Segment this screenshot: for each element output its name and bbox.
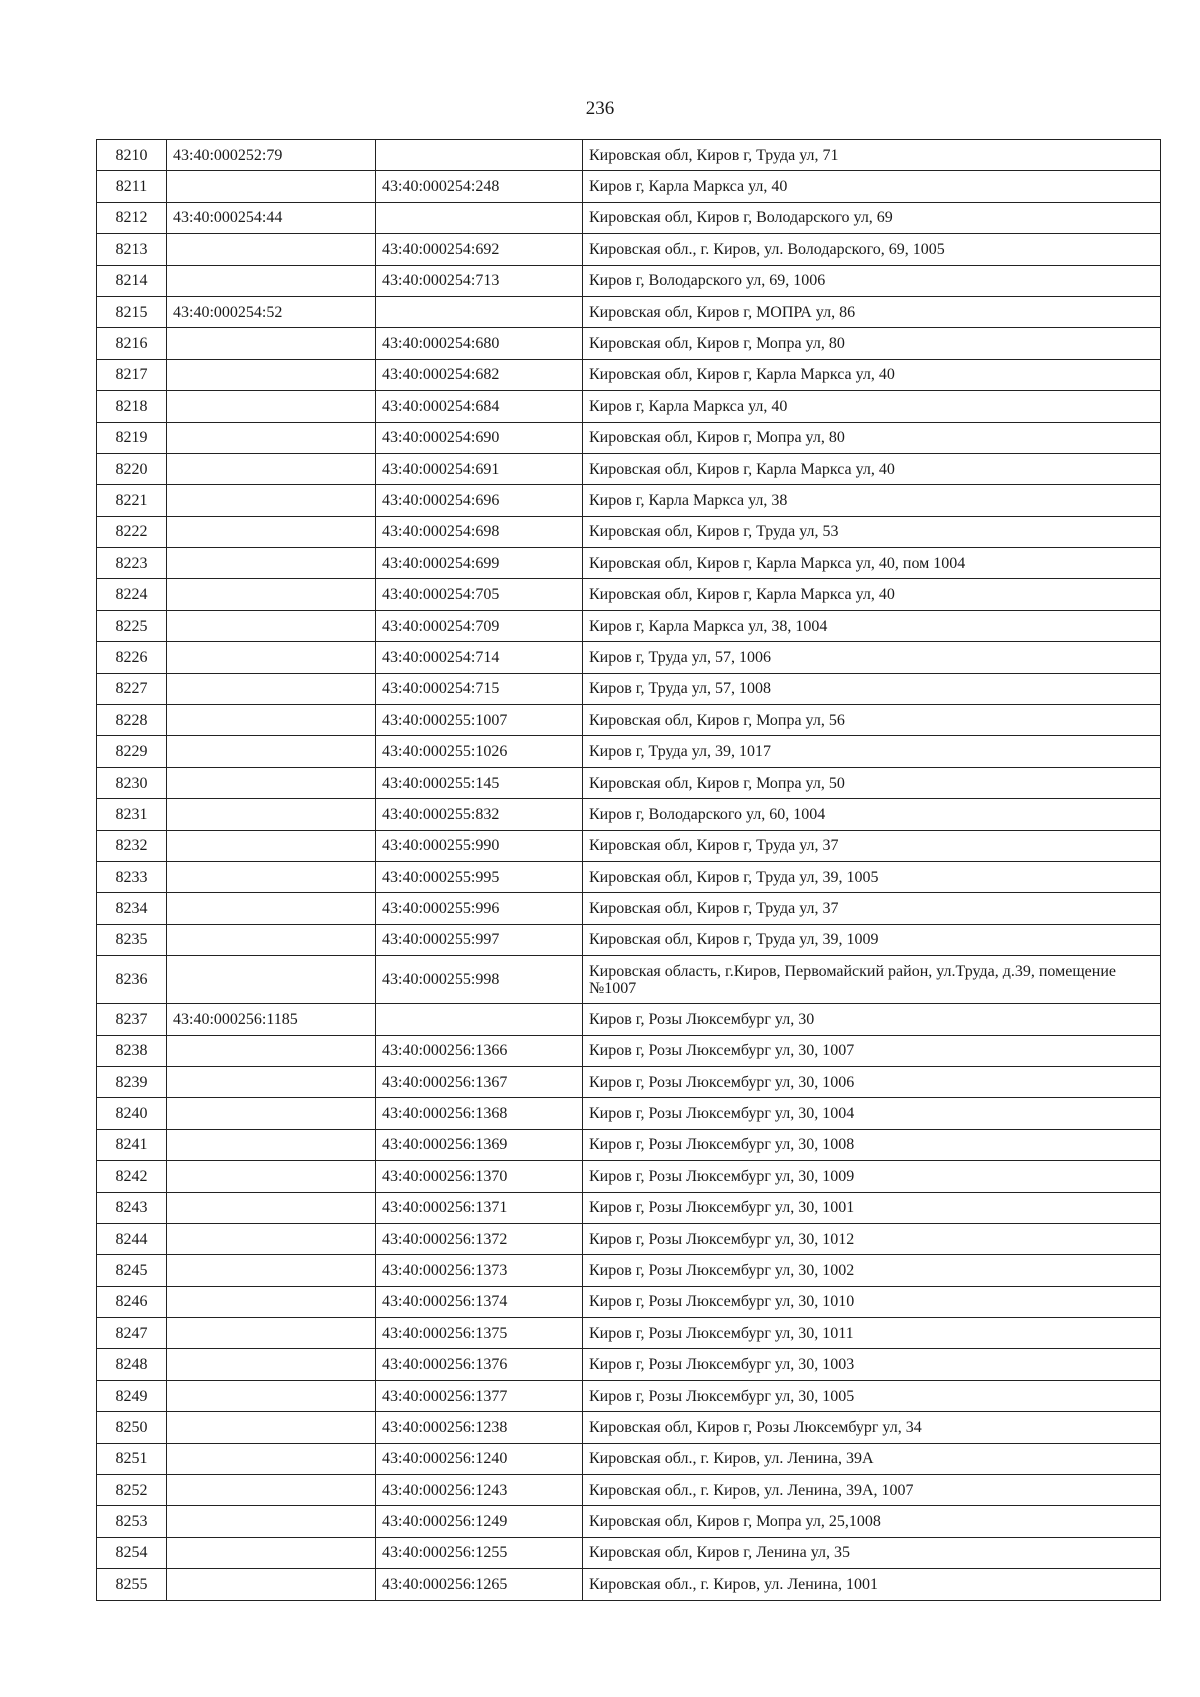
row-number-cell: 8213 bbox=[97, 234, 167, 265]
object-cadastral-number-cell: 43:40:000256:1377 bbox=[376, 1380, 583, 1411]
address-cell: Кировская обл, Киров г, Мопра ул, 50 bbox=[583, 767, 1161, 798]
address-cell: Кировская обл, Киров г, Карла Маркса ул, 40, пом 1004 bbox=[583, 548, 1161, 579]
cadastral-number-cell: 43:40:000254:44 bbox=[167, 202, 376, 233]
table-row bbox=[97, 359, 1161, 390]
address-cell: Киров г, Розы Люксембург ул, 30, 1010 bbox=[583, 1286, 1161, 1317]
address-cell: Киров г, Розы Люксембург ул, 30, 1012 bbox=[583, 1223, 1161, 1254]
object-cadastral-number-cell: 43:40:000256:1369 bbox=[376, 1129, 583, 1160]
table-row bbox=[97, 1569, 1161, 1600]
cadastral-number-cell bbox=[167, 171, 376, 202]
address-cell: Киров г, Карла Маркса ул, 40 bbox=[583, 171, 1161, 202]
object-cadastral-number-cell: 43:40:000254:691 bbox=[376, 453, 583, 484]
table-row bbox=[97, 1537, 1161, 1568]
row-number-cell: 8238 bbox=[97, 1035, 167, 1066]
object-cadastral-number-cell: 43:40:000254:714 bbox=[376, 642, 583, 673]
address-cell: Кировская обл, Киров г, Розы Люксембург ул, 34 bbox=[583, 1412, 1161, 1443]
address-cell: Кировская обл, Киров г, Труда ул, 37 bbox=[583, 830, 1161, 861]
object-cadastral-number-cell: 43:40:000255:995 bbox=[376, 861, 583, 892]
address-cell: Кировская обл., г. Киров, ул. Володарского, 69, 1005 bbox=[583, 234, 1161, 265]
table-row bbox=[97, 579, 1161, 610]
cadastral-number-cell bbox=[167, 1506, 376, 1537]
row-number-cell: 8219 bbox=[97, 422, 167, 453]
row-number-cell: 8232 bbox=[97, 830, 167, 861]
table-row bbox=[97, 610, 1161, 641]
table-row bbox=[97, 767, 1161, 798]
row-number-cell: 8217 bbox=[97, 359, 167, 390]
table-row bbox=[97, 1066, 1161, 1097]
address-cell: Киров г, Розы Люксембург ул, 30, 1009 bbox=[583, 1161, 1161, 1192]
table-row bbox=[97, 485, 1161, 516]
cadastral-number-cell bbox=[167, 705, 376, 736]
address-cell: Кировская обл, Киров г, Труда ул, 71 bbox=[583, 140, 1161, 171]
table-row bbox=[97, 642, 1161, 673]
cadastral-number-cell bbox=[167, 1318, 376, 1349]
address-cell: Киров г, Розы Люксембург ул, 30, 1006 bbox=[583, 1066, 1161, 1097]
table-row bbox=[97, 924, 1161, 955]
object-cadastral-number-cell: 43:40:000256:1375 bbox=[376, 1318, 583, 1349]
cadastral-number-cell bbox=[167, 1035, 376, 1066]
row-number-cell: 8240 bbox=[97, 1098, 167, 1129]
row-number-cell: 8251 bbox=[97, 1443, 167, 1474]
row-number-cell: 8247 bbox=[97, 1318, 167, 1349]
table-row bbox=[97, 1506, 1161, 1537]
object-cadastral-number-cell: 43:40:000255:997 bbox=[376, 924, 583, 955]
table-row bbox=[97, 705, 1161, 736]
row-number-cell: 8227 bbox=[97, 673, 167, 704]
row-number-cell: 8254 bbox=[97, 1537, 167, 1568]
table-row bbox=[97, 1098, 1161, 1129]
address-cell: Киров г, Труда ул, 39, 1017 bbox=[583, 736, 1161, 767]
address-cell: Кировская обл, Киров г, МОПРА ул, 86 bbox=[583, 296, 1161, 327]
object-cadastral-number-cell bbox=[376, 296, 583, 327]
address-cell: Кировская обл., г. Киров, ул. Ленина, 39А, 1007 bbox=[583, 1475, 1161, 1506]
cadastral-number-cell bbox=[167, 1286, 376, 1317]
object-cadastral-number-cell: 43:40:000256:1238 bbox=[376, 1412, 583, 1443]
object-cadastral-number-cell: 43:40:000256:1368 bbox=[376, 1098, 583, 1129]
cadastral-number-cell bbox=[167, 1223, 376, 1254]
cadastral-number-cell bbox=[167, 767, 376, 798]
cadastral-number-cell bbox=[167, 1255, 376, 1286]
object-cadastral-number-cell: 43:40:000254:682 bbox=[376, 359, 583, 390]
address-cell: Кировская обл, Киров г, Володарского ул, 69 bbox=[583, 202, 1161, 233]
row-number-cell: 8221 bbox=[97, 485, 167, 516]
cadastral-number-cell bbox=[167, 548, 376, 579]
table-row bbox=[97, 140, 1161, 171]
object-cadastral-number-cell: 43:40:000256:1371 bbox=[376, 1192, 583, 1223]
object-cadastral-number-cell: 43:40:000254:248 bbox=[376, 171, 583, 202]
table-row bbox=[97, 893, 1161, 924]
address-cell: Киров г, Розы Люксембург ул, 30, 1003 bbox=[583, 1349, 1161, 1380]
table-row bbox=[97, 799, 1161, 830]
object-cadastral-number-cell: 43:40:000256:1255 bbox=[376, 1537, 583, 1568]
row-number-cell: 8253 bbox=[97, 1506, 167, 1537]
row-number-cell: 8222 bbox=[97, 516, 167, 547]
object-cadastral-number-cell: 43:40:000256:1367 bbox=[376, 1066, 583, 1097]
page-number: 236 bbox=[585, 98, 615, 119]
table-row bbox=[97, 1380, 1161, 1411]
row-number-cell: 8218 bbox=[97, 391, 167, 422]
table-row bbox=[97, 1004, 1161, 1035]
cadastral-number-cell bbox=[167, 422, 376, 453]
table-row bbox=[97, 171, 1161, 202]
object-cadastral-number-cell: 43:40:000254:684 bbox=[376, 391, 583, 422]
address-cell: Кировская обл, Киров г, Труда ул, 39, 1009 bbox=[583, 924, 1161, 955]
address-cell: Кировская обл, Киров г, Мопра ул, 80 bbox=[583, 328, 1161, 359]
object-cadastral-number-cell bbox=[376, 140, 583, 171]
address-cell: Киров г, Карла Маркса ул, 40 bbox=[583, 391, 1161, 422]
table-row bbox=[97, 1475, 1161, 1506]
row-number-cell: 8245 bbox=[97, 1255, 167, 1286]
row-number-cell: 8212 bbox=[97, 202, 167, 233]
table-row bbox=[97, 1286, 1161, 1317]
object-cadastral-number-cell: 43:40:000256:1374 bbox=[376, 1286, 583, 1317]
object-cadastral-number-cell: 43:40:000256:1372 bbox=[376, 1223, 583, 1254]
cadastral-number-cell bbox=[167, 1475, 376, 1506]
row-number-cell: 8252 bbox=[97, 1475, 167, 1506]
cadastral-number-cell bbox=[167, 1349, 376, 1380]
address-cell: Кировская обл, Киров г, Карла Маркса ул, 40 bbox=[583, 579, 1161, 610]
cadastral-number-cell bbox=[167, 1098, 376, 1129]
registry-table bbox=[96, 139, 1161, 1601]
cadastral-number-cell bbox=[167, 799, 376, 830]
table-row bbox=[97, 830, 1161, 861]
row-number-cell: 8246 bbox=[97, 1286, 167, 1317]
object-cadastral-number-cell: 43:40:000254:713 bbox=[376, 265, 583, 296]
object-cadastral-number-cell: 43:40:000256:1265 bbox=[376, 1569, 583, 1600]
cadastral-number-cell bbox=[167, 610, 376, 641]
address-cell: Киров г, Карла Маркса ул, 38, 1004 bbox=[583, 610, 1161, 641]
cadastral-number-cell bbox=[167, 1569, 376, 1600]
row-number-cell: 8224 bbox=[97, 579, 167, 610]
row-number-cell: 8239 bbox=[97, 1066, 167, 1097]
cadastral-number-cell bbox=[167, 1066, 376, 1097]
table-row bbox=[97, 328, 1161, 359]
row-number-cell: 8234 bbox=[97, 893, 167, 924]
cadastral-number-cell bbox=[167, 673, 376, 704]
object-cadastral-number-cell: 43:40:000255:996 bbox=[376, 893, 583, 924]
row-number-cell: 8241 bbox=[97, 1129, 167, 1160]
object-cadastral-number-cell: 43:40:000256:1240 bbox=[376, 1443, 583, 1474]
table-row bbox=[97, 1192, 1161, 1223]
cadastral-number-cell bbox=[167, 391, 376, 422]
cadastral-number-cell bbox=[167, 1129, 376, 1160]
address-cell: Кировская обл., г. Киров, ул. Ленина, 1001 bbox=[583, 1569, 1161, 1600]
table-row bbox=[97, 736, 1161, 767]
cadastral-number-cell: 43:40:000256:1185 bbox=[167, 1004, 376, 1035]
address-cell: Киров г, Володарского ул, 60, 1004 bbox=[583, 799, 1161, 830]
object-cadastral-number-cell: 43:40:000256:1243 bbox=[376, 1475, 583, 1506]
address-cell: Киров г, Розы Люксембург ул, 30, 1008 bbox=[583, 1129, 1161, 1160]
table-row bbox=[97, 391, 1161, 422]
table-row bbox=[97, 516, 1161, 547]
object-cadastral-number-cell: 43:40:000254:698 bbox=[376, 516, 583, 547]
row-number-cell: 8249 bbox=[97, 1380, 167, 1411]
cadastral-number-cell bbox=[167, 359, 376, 390]
object-cadastral-number-cell: 43:40:000255:1007 bbox=[376, 705, 583, 736]
table-row bbox=[97, 1035, 1161, 1066]
cadastral-number-cell bbox=[167, 1192, 376, 1223]
cadastral-number-cell bbox=[167, 453, 376, 484]
table-row bbox=[97, 1443, 1161, 1474]
object-cadastral-number-cell: 43:40:000254:692 bbox=[376, 234, 583, 265]
row-number-cell: 8230 bbox=[97, 767, 167, 798]
object-cadastral-number-cell: 43:40:000254:699 bbox=[376, 548, 583, 579]
address-cell: Кировская обл, Киров г, Карла Маркса ул, 40 bbox=[583, 359, 1161, 390]
row-number-cell: 8244 bbox=[97, 1223, 167, 1254]
cadastral-number-cell bbox=[167, 736, 376, 767]
object-cadastral-number-cell: 43:40:000255:145 bbox=[376, 767, 583, 798]
address-cell: Киров г, Розы Люксембург ул, 30, 1007 bbox=[583, 1035, 1161, 1066]
cadastral-number-cell bbox=[167, 265, 376, 296]
table-row bbox=[97, 453, 1161, 484]
object-cadastral-number-cell: 43:40:000256:1376 bbox=[376, 1349, 583, 1380]
object-cadastral-number-cell: 43:40:000255:1026 bbox=[376, 736, 583, 767]
address-cell: Киров г, Розы Люксембург ул, 30, 1001 bbox=[583, 1192, 1161, 1223]
object-cadastral-number-cell: 43:40:000254:709 bbox=[376, 610, 583, 641]
row-number-cell: 8223 bbox=[97, 548, 167, 579]
row-number-cell: 8229 bbox=[97, 736, 167, 767]
cadastral-number-cell bbox=[167, 485, 376, 516]
table-row bbox=[97, 1349, 1161, 1380]
object-cadastral-number-cell: 43:40:000256:1366 bbox=[376, 1035, 583, 1066]
cadastral-number-cell bbox=[167, 579, 376, 610]
row-number-cell: 8255 bbox=[97, 1569, 167, 1600]
cadastral-number-cell bbox=[167, 1380, 376, 1411]
cadastral-number-cell bbox=[167, 1161, 376, 1192]
table-row bbox=[97, 1255, 1161, 1286]
table-row bbox=[97, 1129, 1161, 1160]
cadastral-number-cell bbox=[167, 830, 376, 861]
row-number-cell: 8216 bbox=[97, 328, 167, 359]
table-row bbox=[97, 422, 1161, 453]
cadastral-number-cell bbox=[167, 328, 376, 359]
table-row bbox=[97, 956, 1161, 1004]
address-cell: Киров г, Розы Люксембург ул, 30 bbox=[583, 1004, 1161, 1035]
table-row bbox=[97, 202, 1161, 233]
object-cadastral-number-cell: 43:40:000254:690 bbox=[376, 422, 583, 453]
object-cadastral-number-cell: 43:40:000254:715 bbox=[376, 673, 583, 704]
object-cadastral-number-cell: 43:40:000256:1249 bbox=[376, 1506, 583, 1537]
row-number-cell: 8228 bbox=[97, 705, 167, 736]
table-row bbox=[97, 548, 1161, 579]
row-number-cell: 8210 bbox=[97, 140, 167, 171]
object-cadastral-number-cell: 43:40:000256:1373 bbox=[376, 1255, 583, 1286]
address-cell: Киров г, Розы Люксембург ул, 30, 1011 bbox=[583, 1318, 1161, 1349]
cadastral-number-cell bbox=[167, 893, 376, 924]
row-number-cell: 8226 bbox=[97, 642, 167, 673]
address-cell: Кировская обл, Киров г, Мопра ул, 56 bbox=[583, 705, 1161, 736]
cadastral-number-cell bbox=[167, 861, 376, 892]
object-cadastral-number-cell: 43:40:000255:998 bbox=[376, 956, 583, 1004]
registry-table-body bbox=[97, 140, 1161, 1601]
row-number-cell: 8220 bbox=[97, 453, 167, 484]
row-number-cell: 8237 bbox=[97, 1004, 167, 1035]
address-cell: Кировская обл, Киров г, Ленина ул, 35 bbox=[583, 1537, 1161, 1568]
address-cell: Киров г, Труда ул, 57, 1008 bbox=[583, 673, 1161, 704]
address-cell: Киров г, Розы Люксембург ул, 30, 1002 bbox=[583, 1255, 1161, 1286]
table-row bbox=[97, 234, 1161, 265]
object-cadastral-number-cell bbox=[376, 202, 583, 233]
object-cadastral-number-cell: 43:40:000255:832 bbox=[376, 799, 583, 830]
row-number-cell: 8242 bbox=[97, 1161, 167, 1192]
address-cell: Кировская обл, Киров г, Мопра ул, 25,1008 bbox=[583, 1506, 1161, 1537]
table-row bbox=[97, 861, 1161, 892]
row-number-cell: 8235 bbox=[97, 924, 167, 955]
object-cadastral-number-cell: 43:40:000256:1370 bbox=[376, 1161, 583, 1192]
table-row bbox=[97, 1412, 1161, 1443]
table-row bbox=[97, 1161, 1161, 1192]
row-number-cell: 8225 bbox=[97, 610, 167, 641]
object-cadastral-number-cell: 43:40:000254:696 bbox=[376, 485, 583, 516]
cadastral-number-cell bbox=[167, 1412, 376, 1443]
object-cadastral-number-cell: 43:40:000255:990 bbox=[376, 830, 583, 861]
object-cadastral-number-cell bbox=[376, 1004, 583, 1035]
address-cell: Киров г, Розы Люксембург ул, 30, 1005 bbox=[583, 1380, 1161, 1411]
row-number-cell: 8250 bbox=[97, 1412, 167, 1443]
table-row bbox=[97, 1223, 1161, 1254]
address-cell: Киров г, Труда ул, 57, 1006 bbox=[583, 642, 1161, 673]
row-number-cell: 8211 bbox=[97, 171, 167, 202]
address-cell: Кировская обл, Киров г, Карла Маркса ул, 40 bbox=[583, 453, 1161, 484]
address-cell: Кировская обл, Киров г, Труда ул, 39, 1005 bbox=[583, 861, 1161, 892]
row-number-cell: 8214 bbox=[97, 265, 167, 296]
address-cell: Киров г, Карла Маркса ул, 38 bbox=[583, 485, 1161, 516]
cadastral-number-cell bbox=[167, 642, 376, 673]
address-cell: Кировская обл., г. Киров, ул. Ленина, 39А bbox=[583, 1443, 1161, 1474]
cadastral-number-cell: 43:40:000254:52 bbox=[167, 296, 376, 327]
row-number-cell: 8215 bbox=[97, 296, 167, 327]
address-cell: Кировская область, г.Киров, Первомайский район, ул.Труда, д.39, помещение №1007 bbox=[583, 956, 1161, 1004]
row-number-cell: 8248 bbox=[97, 1349, 167, 1380]
object-cadastral-number-cell: 43:40:000254:705 bbox=[376, 579, 583, 610]
object-cadastral-number-cell: 43:40:000254:680 bbox=[376, 328, 583, 359]
address-cell: Киров г, Володарского ул, 69, 1006 bbox=[583, 265, 1161, 296]
table-row bbox=[97, 296, 1161, 327]
row-number-cell: 8243 bbox=[97, 1192, 167, 1223]
address-cell: Киров г, Розы Люксембург ул, 30, 1004 bbox=[583, 1098, 1161, 1129]
cadastral-number-cell: 43:40:000252:79 bbox=[167, 140, 376, 171]
row-number-cell: 8233 bbox=[97, 861, 167, 892]
table-row bbox=[97, 265, 1161, 296]
cadastral-number-cell bbox=[167, 234, 376, 265]
address-cell: Кировская обл, Киров г, Труда ул, 37 bbox=[583, 893, 1161, 924]
address-cell: Кировская обл, Киров г, Мопра ул, 80 bbox=[583, 422, 1161, 453]
cadastral-number-cell bbox=[167, 1537, 376, 1568]
cadastral-number-cell bbox=[167, 924, 376, 955]
address-cell: Кировская обл, Киров г, Труда ул, 53 bbox=[583, 516, 1161, 547]
row-number-cell: 8231 bbox=[97, 799, 167, 830]
row-number-cell: 8236 bbox=[97, 956, 167, 1004]
cadastral-number-cell bbox=[167, 1443, 376, 1474]
cadastral-number-cell bbox=[167, 516, 376, 547]
cadastral-number-cell bbox=[167, 956, 376, 1004]
table-row bbox=[97, 1318, 1161, 1349]
table-row bbox=[97, 673, 1161, 704]
